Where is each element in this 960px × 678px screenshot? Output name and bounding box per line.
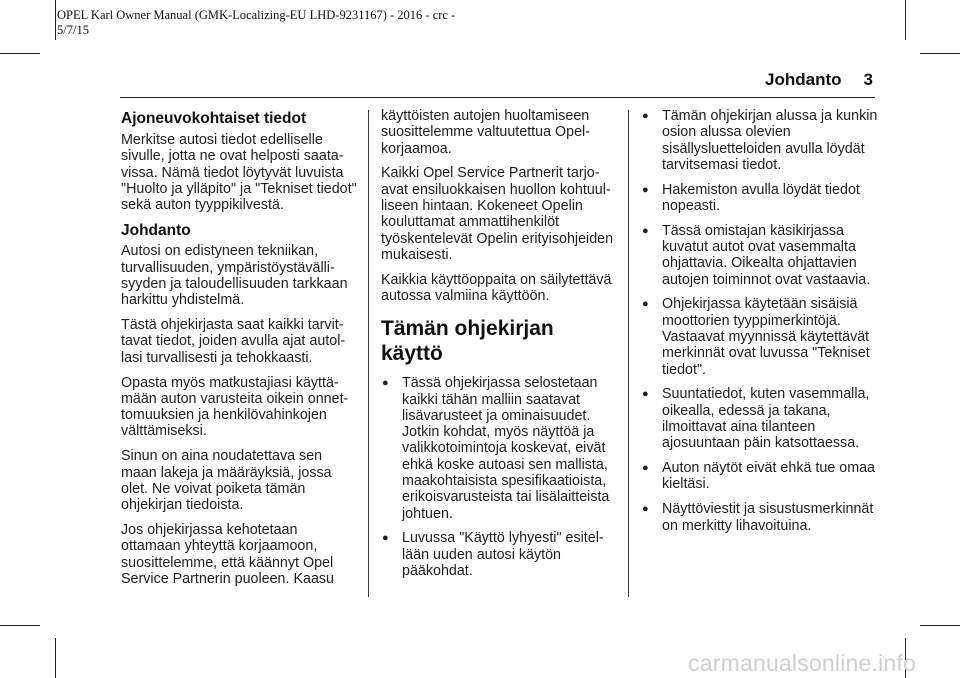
crop-mark: [55, 0, 56, 40]
list-item-text: Hakemiston avulla löydät tiedot nopeasti.: [662, 181, 860, 214]
paragraph: Kaikkia käyttöoppaita on säilytettävä autossa valmiina käyttöön.: [381, 271, 612, 304]
list-item: [641, 386, 881, 451]
list-item-text: Tässä ohjekirjassa selostetaan kaikki tähän malliin saatavat lisävarusteet ja ominaisuudet. Jotkin kohdat, myös näyttöä ja valikkotoimintoja koskevat, eivät ehkä koske autoasi sen mallista, maakohtaisista spesifikaatioista, erikoisvarusteista tai lisälaitteista johtuen.: [402, 375, 610, 522]
bullet-icon: ●: [642, 224, 649, 237]
document-header: [57, 8, 455, 38]
heading-introduction: Johdanto: [121, 222, 191, 240]
list-item: [641, 182, 881, 215]
document-header-line: OPEL Karl Owner Manual (GMK-Localizing-EU LHD-9231167) - 2016 - crc -: [57, 8, 456, 22]
list-item: [641, 296, 881, 377]
column-divider: [368, 110, 369, 597]
list-item-text: Suuntatiedot, kuten vasemmalla, oikealla, edessä ja takana, ilmoittavat aina tilanteen ajosuuntaan päin katsottaessa.: [662, 386, 870, 452]
bullet-icon: ●: [642, 110, 649, 122]
bullet-icon: ●: [642, 183, 649, 196]
column-divider: [628, 110, 629, 597]
paragraph: Sinun on aina noudatettava sen maan lakeja ja määräyksiä, jossa olet. Ne voivat poiketa tämän ohjekirjan tiedoista.: [121, 448, 332, 514]
list-item-text: Auton näytöt eivät ehkä tue omaa kieltäsi.: [662, 460, 876, 493]
paragraph: Jos ohjekirjassa kehotetaan ottamaan yhteyttä korjaamoon, suosittelemme, että käännyt Opel Service Partnerin puoleen. Kaasu: [121, 521, 334, 587]
list-item: [641, 501, 881, 534]
bullet-list: [641, 108, 881, 534]
bullet-icon: ●: [382, 377, 389, 390]
column-1: [121, 108, 359, 596]
crop-mark: [920, 53, 960, 54]
crop-mark: [0, 625, 40, 626]
list-item-text: Tämän ohjekirjan alussa ja kunkin osion alussa olevien sisällysluetteloiden avulla löydät tarvitsemasi tiedot.: [662, 108, 878, 173]
header-rule: [120, 97, 875, 98]
list-item: [641, 460, 881, 493]
crop-mark: [905, 0, 906, 40]
list-item-text: Luvussa "Käyttö lyhyesti" esitellään uuden autosi käytön pääkohdat.: [402, 530, 604, 580]
crop-mark: [0, 53, 40, 54]
list-item-text: Näyttöviestit ja sisustusmerkinnät on merkitty lihavoituina.: [662, 501, 874, 534]
crop-mark: [920, 625, 960, 626]
list-item: [641, 108, 881, 173]
bullet-icon: ●: [642, 503, 649, 516]
page-number: 3: [863, 70, 873, 89]
bullet-icon: ●: [382, 532, 389, 545]
list-item-text: Tässä omistajan käsikirjassa kuvatut autot ovat vasemmalta ohjattavia. Oikealta ohjattavien autojen toiminnot ovat vastaavia.: [662, 222, 871, 288]
list-item: [641, 223, 881, 288]
bullet-icon: ●: [642, 298, 649, 311]
paragraph: Opasta myös matkustajiasi käyttämään auton varusteita oikein onnettomuuksien ja henkilövahinkojen välttämiseksi.: [121, 374, 349, 440]
bullet-icon: ●: [642, 462, 649, 475]
heading-vehicle-specific: Ajoneuvokohtaiset tiedot: [121, 110, 307, 127]
column-3: [641, 108, 881, 542]
paragraph: Autosi on edistyneen tekniikan, turvallisuuden, ympäristöystävällisyyden ja taloudellisuuden tarkkaan harkittu yhdistelmä.: [121, 243, 348, 309]
list-item-text: Ohjekirjassa käytetään sisäisiä moottorien tyyppimerkintöjä. Vastaavat myynnissä käytettävät merkinnät ovat luvussa "Tekniset tiedot".: [662, 296, 870, 378]
watermark: carmanualsonline.info: [688, 650, 916, 676]
paragraph: Tästä ohjekirjasta saat kaikki tarvittavat tiedot, joiden avulla ajat autollasi turvallisesti ja tehokkaasti.: [121, 317, 346, 366]
paragraph: Merkitse autosi tiedot edelliselle sivulle, jotta ne ovat helposti saatavissa. Nämä tiedot löytyvät luvuista "Huolto ja ylläpito" ja "Tekniset tiedot" sekä auton tyyppikilvestä.: [121, 132, 357, 214]
document-header-date: 5/7/15: [57, 23, 89, 37]
list-item: [381, 375, 621, 522]
heading-using-this-manual: Tämän ohjekirjan käyttö: [381, 317, 554, 366]
list-item: [381, 530, 621, 579]
bullet-icon: ●: [642, 388, 649, 401]
paragraph: Kaikki Opel Service Partnerit tarjoavat ensiluokkaisen huollon kohtuulliseen hintaan. Kokeneet Opelin kouluttamat ammattihenkilöt työskentelevät Opelin erityisohjeiden mukaisesti.: [381, 165, 614, 263]
paragraph: käyttöisten autojen huoltamiseen suosittelemme valtuutettua Opel-korjaamoa.: [381, 108, 590, 157]
crop-mark: [55, 638, 56, 678]
bullet-list: [381, 375, 621, 579]
section-title: Johdanto: [765, 70, 842, 89]
column-2: [381, 108, 621, 588]
running-head: [765, 70, 873, 90]
